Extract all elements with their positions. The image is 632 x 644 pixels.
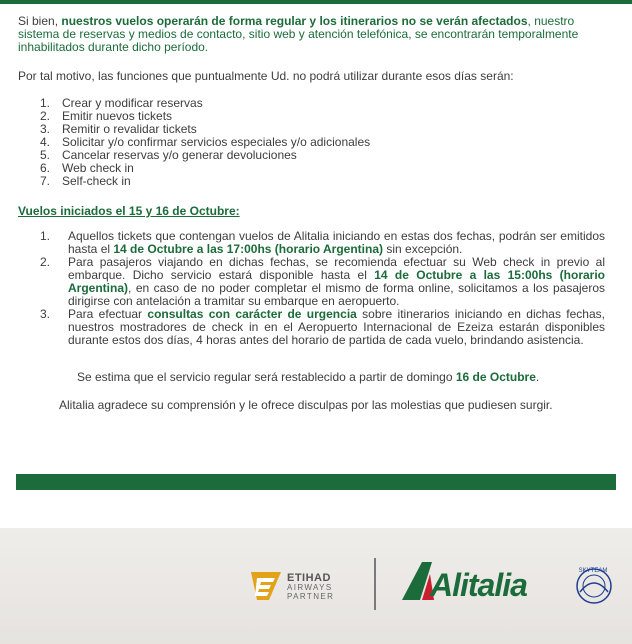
list-item: 1. Crear y modificar reservas xyxy=(40,96,203,110)
list-item: 7. Self-check in xyxy=(40,174,131,188)
functions-list xyxy=(40,97,370,188)
list-item: 3. Para efectuar consultas con carácter de urgencia sobre itinerarios iniciando en dichas fechas, nuestros mostradores de check in en el Aeropuerto Internacional de Ezeiza estarán disponibles durante estos dos días, 4 horas antes del horario de partida de cada vuelo, brindando asistencia. xyxy=(40,307,605,347)
section-heading: Vuelos iniciados el 15 y 16 de Octubre: xyxy=(18,204,240,218)
flights-list xyxy=(40,230,605,347)
etihad-partner-logo xyxy=(247,568,347,604)
logo-divider xyxy=(374,558,376,610)
list-item: 1. Aquellos tickets que contengan vuelos de Alitalia iniciando en estas dos fechas, podrán ser emitidos hasta el 14 de Octubre a las 17:00hs (horario Argentina) sin excepción. xyxy=(40,229,605,256)
airways-text: AIRWAYS xyxy=(287,583,333,592)
list-item: 2. Emitir nuevos tickets xyxy=(40,109,173,123)
partner-text: PARTNER xyxy=(287,592,335,601)
list-item: 2. Para pasajeros viajando en dichas fechas, se recomienda efectuar su Web check in previo al embarque. Dicho servicio estará disponible hasta el 14 de Octubre a las 15:00hs (horario Argentina), en caso de no poder completar el mismo de forma online, solicitamos a los pasajeros dirigirse con antelación a tramitar su embarque en aeropuerto. xyxy=(40,255,605,308)
intro-bold: nuestros vuelos operarán de forma regular y los itinerarios no se verán afectados xyxy=(61,14,528,28)
svg-text:SKYTEAM: SKYTEAM xyxy=(578,568,608,574)
list-item: 6. Web check in xyxy=(40,161,134,175)
apology-note: Alitalia agradece su comprensión y le ofrece disculpas por las molestias que pudiesen surgir. xyxy=(59,398,553,412)
alitalia-wordmark: Alitalia xyxy=(430,567,527,603)
intro-lead: Si bien, xyxy=(18,14,62,28)
alitalia-logo xyxy=(400,560,570,604)
divider-bar xyxy=(16,474,616,490)
restore-note: Se estima que el servicio regular será restablecido a partir de domingo 16 de Octubre. xyxy=(77,370,540,384)
list-item: 5. Cancelar reservas y/o generar devoluciones xyxy=(40,148,297,162)
intro-paragraph xyxy=(18,15,606,54)
top-rule xyxy=(0,0,632,4)
list-item: 3. Remitir o revalidar tickets xyxy=(40,122,197,136)
intro-rest: , nuestro sistema de reservas y medios de contacto, sitio web y atención telefónica, se encontrarán temporalmente inhabilitados durante dicho período. xyxy=(18,14,579,54)
functions-intro: Por tal motivo, las funciones que puntualmente Ud. no podrá utilizar durante esos días serán: xyxy=(18,69,514,83)
skyteam-logo xyxy=(570,562,616,608)
etihad-text: ETIHAD xyxy=(287,572,331,584)
list-item: 4. Solicitar y/o confirmar servicios especiales y/o adicionales xyxy=(40,135,371,149)
etihad-icon xyxy=(247,570,283,602)
